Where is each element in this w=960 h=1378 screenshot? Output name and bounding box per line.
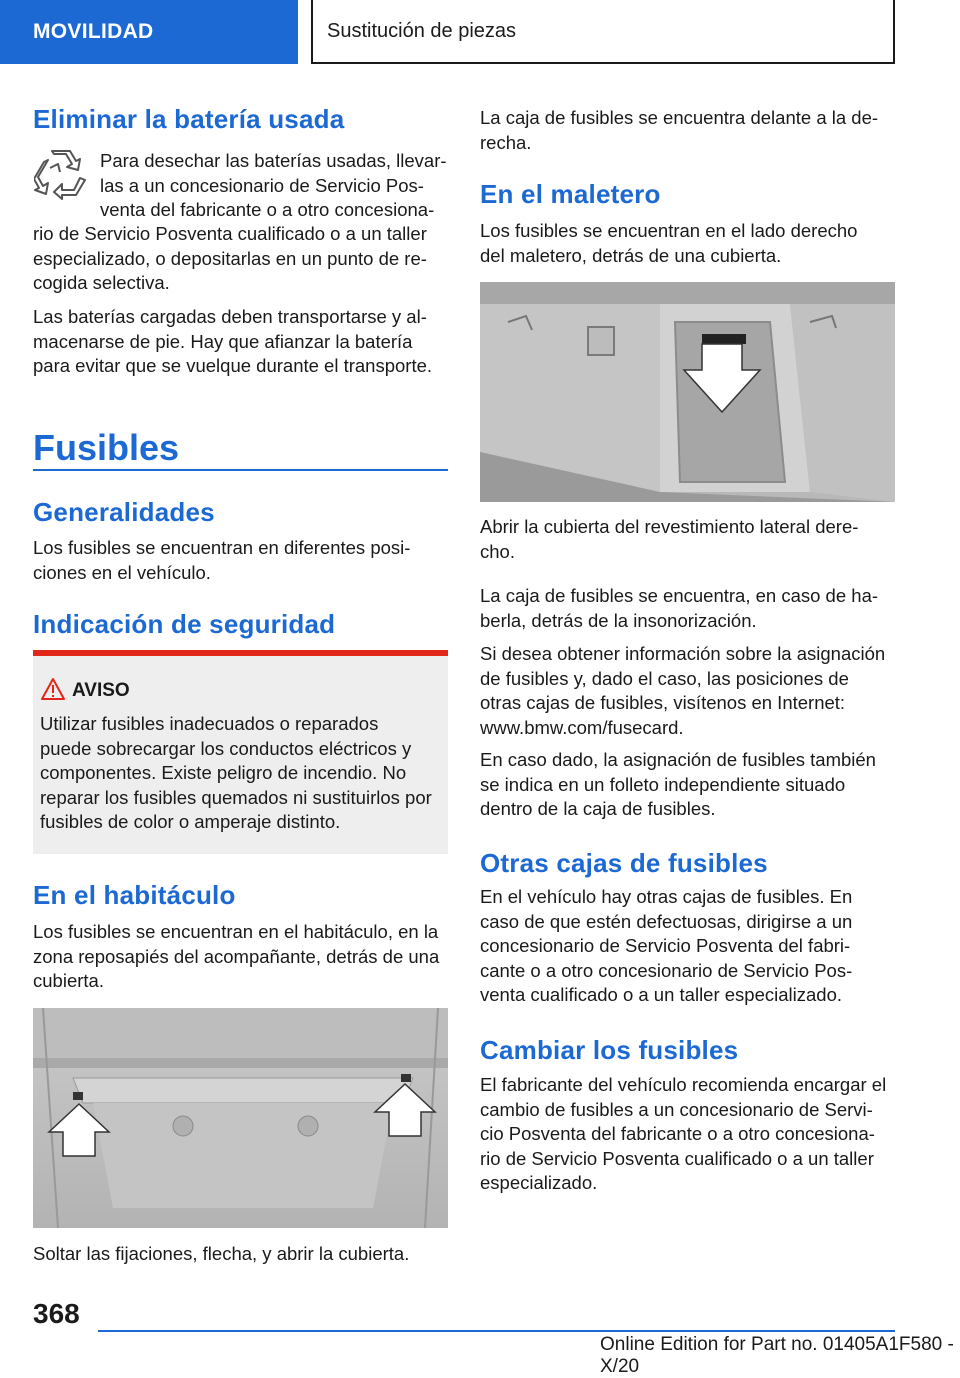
text-line: venta cualificado o a un taller especializado. xyxy=(480,984,843,1005)
text-line: rio de Servicio Posventa cualificado o a un taller xyxy=(480,1147,874,1169)
fusecard-link[interactable]: www.bmw.com/fusecard. xyxy=(480,716,684,738)
safety-heading: Indicación de seguridad xyxy=(33,609,336,639)
recycle-icon xyxy=(34,150,86,200)
text-line: especializado, o depositarlas en un punto de re- xyxy=(33,247,427,269)
text-line: El fabricante del vehículo recomienda encargar el xyxy=(480,1074,887,1095)
text-line: cogida selectiva. xyxy=(33,272,170,293)
battery-heading: Eliminar la batería usada xyxy=(33,104,345,134)
text-line: zona reposapiés del acompañante, detrás de una xyxy=(33,945,440,967)
other-boxes-heading: Otras cajas de fusibles xyxy=(480,848,768,878)
trunk-paragraph xyxy=(480,219,900,268)
text-line: recha. xyxy=(480,131,532,153)
section-tab xyxy=(0,0,298,64)
text-line: dentro de la caja de fusibles. xyxy=(480,798,716,819)
text-line: venta del fabricante o a otro concesiona- xyxy=(100,199,435,220)
battery-paragraph-1-start xyxy=(100,149,450,223)
text-line: cubierta. xyxy=(33,970,104,991)
text-line: En el vehículo hay otras cajas de fusibles. En xyxy=(480,886,853,907)
text-line: para evitar que se vuelque durante el transporte. xyxy=(33,355,433,376)
text-line: macenarse de pie. Hay que afianzar la batería xyxy=(33,330,413,352)
cabin-heading: En el habitáculo xyxy=(33,880,236,910)
text-line: se indica en un folleto independiente situado xyxy=(480,773,846,795)
text-line: del maletero, detrás de una cubierta. xyxy=(480,244,782,266)
other-boxes-paragraph xyxy=(480,885,900,1008)
text-line: las a un concesionario de Servicio Pos- xyxy=(100,174,424,196)
text-line: cho. xyxy=(480,540,515,562)
chapter-tab xyxy=(311,0,895,64)
text-line: La caja de fusibles se encuentra delante a la de- xyxy=(480,107,879,128)
internet-paragraph xyxy=(480,642,900,740)
text-line: puede sobrecargar los conductos eléctricos y xyxy=(40,737,412,759)
fuses-title: Fusibles xyxy=(33,427,180,468)
text-line: concesionario de Servicio Posventa del fabri- xyxy=(480,935,851,956)
text-line: Para desechar las baterías usadas, llevar- xyxy=(100,150,447,171)
text-line: componentes. Existe peligro de incendio. No xyxy=(40,762,407,783)
text-line: otras cajas de fusibles, visítenos en Internet: xyxy=(480,692,846,713)
text-line: especializado. xyxy=(480,1172,598,1193)
change-fuses-heading: Cambiar los fusibles xyxy=(480,1035,739,1065)
text-line: Los fusibles se encuentran en el lado derecho xyxy=(480,220,858,241)
general-heading: Generalidades xyxy=(33,497,215,527)
warning-text xyxy=(40,712,445,835)
text-line: rio de Servicio Posventa cualificado o a un taller xyxy=(33,223,427,244)
cabin-fuse-cover-photo xyxy=(33,1008,448,1228)
change-fuses-paragraph xyxy=(480,1073,900,1196)
battery-paragraph-1-end xyxy=(33,222,453,296)
text-line: caso de que estén defectuosas, dirigirse a un xyxy=(480,910,853,932)
text-line: berla, detrás de la insonorización. xyxy=(480,609,757,631)
text-line: cambio de fusibles a un concesionario de Servi- xyxy=(480,1098,873,1120)
trunk-fuse-cover-photo xyxy=(480,282,895,502)
section-label: MOVILIDAD xyxy=(33,20,154,43)
text-line: En caso dado, la asignación de fusibles también xyxy=(480,749,876,770)
front-paragraph xyxy=(480,106,900,155)
text-line: Si desea obtener información sobre la asignación xyxy=(480,643,886,664)
text-line: de fusibles y, dado el caso, las posiciones de xyxy=(480,667,849,689)
text-line: ciones en el vehículo. xyxy=(33,561,211,583)
text-line: Utilizar fusibles inadecuados o reparados xyxy=(40,713,379,734)
text-line: fusibles de color o amperaje distinto. xyxy=(40,811,341,832)
chapter-label: Sustitución de piezas xyxy=(327,19,517,42)
cabin-paragraph xyxy=(33,920,453,994)
text-line: La caja de fusibles se encuentra, en caso de ha- xyxy=(480,585,879,606)
trunk-heading: En el maletero xyxy=(480,179,661,209)
text-line: Las baterías cargadas deben transportarse y al- xyxy=(33,306,427,327)
text-line: Abrir la cubierta del revestimiento lateral dere- xyxy=(480,516,859,537)
text-line: cio Posventa del fabricante o a otro concesiona- xyxy=(480,1123,875,1144)
trunk-caption xyxy=(480,515,900,564)
text-line: Los fusibles se encuentran en diferentes posi- xyxy=(33,537,411,558)
leaflet-paragraph xyxy=(480,748,900,822)
page-number: 368 xyxy=(33,1298,80,1329)
warning-icon xyxy=(40,677,66,701)
title-rule xyxy=(33,469,448,471)
cabin-caption: Soltar las fijaciones, flecha, y abrir la cubierta. xyxy=(33,1243,410,1264)
text-line: cante o a otro concesionario de Servicio Pos- xyxy=(480,959,853,981)
battery-paragraph-2 xyxy=(33,305,453,379)
general-paragraph xyxy=(33,536,453,585)
text-line: Los fusibles se encuentran en el habitáculo, en la xyxy=(33,921,439,942)
footer-rule xyxy=(98,1330,895,1332)
warning-label: AVISO xyxy=(72,680,130,701)
insulation-paragraph xyxy=(480,584,900,633)
edition-text: Online Edition for Part no. 01405A1F580 - X/20 xyxy=(600,1334,954,1377)
text-line: reparar los fusibles quemados ni sustituirlos por xyxy=(40,786,432,808)
